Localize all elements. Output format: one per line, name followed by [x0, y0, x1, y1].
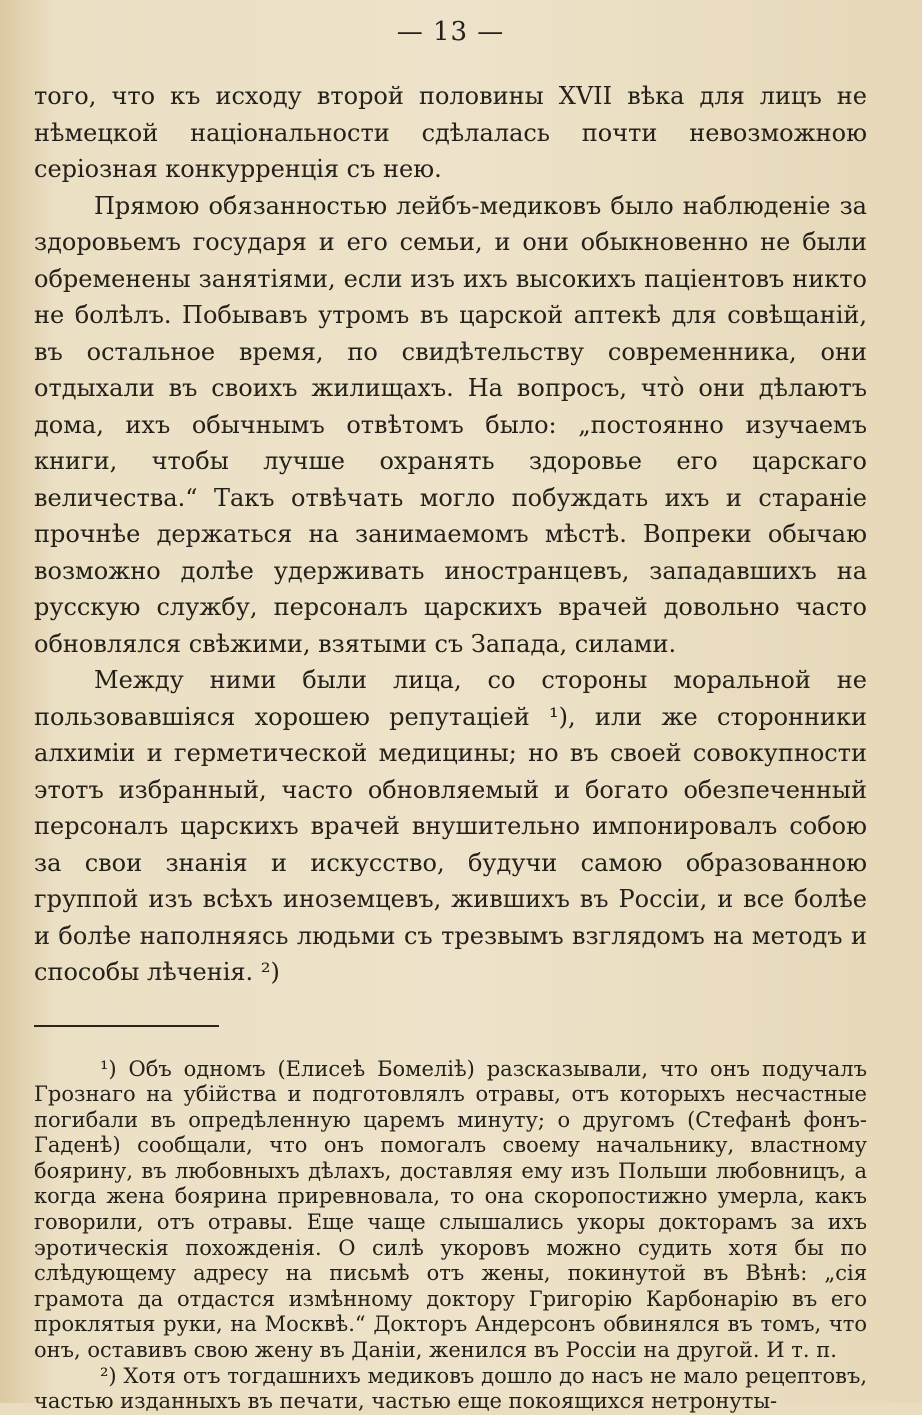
- footnote-divider: [34, 1025, 219, 1027]
- footnotes: [34, 1057, 867, 1415]
- paragraph-continuation: того, что къ исходу второй половины XVII вѣка для лицъ не нѣмецкой національности сдѣлалась почти невозможною серіозная конкурренція съ нею.: [34, 82, 867, 183]
- main-text: [34, 78, 867, 991]
- paragraph-leib-medics-duties: Прямою обязанностью лейбъ-медиковъ было наблюденіе за здоровьемъ государя и его семьи, и они обыкновенно не были обременены занятіями, если изъ ихъ высокихъ паціентовъ никто не болѣлъ. Побывавъ утромъ въ царской аптекѣ для совѣщаній, въ остальное время, по свидѣтельству современника, они отдыхали въ своихъ жилищахъ. На вопросъ, что̀ они дѣлаютъ дома, ихъ обычнымъ отвѣтомъ было: „постоянно изучаемъ книги, чтобы лучше охранять здоровье его царскаго величества.“ Такъ отвѣчать могло побуждать ихъ и стараніе прочнѣе держаться на занимаемомъ мѣстѣ. Вопреки обычаю возможно долѣе удерживать иностранцевъ, западавшихъ на русскую службу, персоналъ царскихъ врачей довольно часто обновлялся свѣжими, взятыми съ Запада, силами.: [34, 191, 867, 658]
- footnote-2: ²) Хотя отъ тогдашнихъ медиковъ дошло до насъ не мало рецептовъ, частью изданныхъ въ печати, частью еще покоящихся нетронуты-: [34, 1363, 867, 1414]
- paragraph-physicians-reputation: Между ними были лица, со стороны моральной не пользовавшіяся хорошею репутаціей ¹), или же сторонники алхиміи и герметической медицины; но въ своей совокупности этотъ избранный, часто обновляемый и богато обезпеченный персоналъ царскихъ врачей внушительно импонировалъ собою за свои знанія и искусство, будучи самою образованною группой изъ всѣхъ иноземцевъ, жившихъ въ Россіи, и все болѣе и болѣе наполняясь людьми съ трезвымъ взглядомъ на методъ и способы лѣченія. ²): [34, 666, 867, 986]
- page-number: — 13 —: [396, 17, 505, 47]
- footnote-1: ¹) Объ одномъ (Елисеѣ Бомеліѣ) разсказывали, что онъ подучалъ Грознаго на убійства и подготовлялъ отравы, отъ которыхъ несчастные погибали въ опредѣленную царемъ минуту; о другомъ (Стефанѣ фонъ-Гаденѣ) сообщали, что онъ помогалъ своему начальнику, властному боярину, въ любовныхъ дѣлахъ, доставляя ему изъ Польши любовницъ, а когда жена боярина приревновала, то она скоропостижно умерла, какъ говорили, отъ отравы. Еще чаще слышались укоры докторамъ за ихъ эротическія похожденія. О силѣ укоровъ можно судить хотя бы по слѣдующему адресу на письмѣ отъ жены, покинутой въ Вѣнѣ: „сія грамота да отдастся измѣнному доктору Григорію Карбонарію въ его проклятыя руки, на Москвѣ.“ Докторъ Андерсонъ обвинялся въ томъ, что онъ, оставивъ свою жену въ Даніи, женился въ Россіи на другой. И т. п.: [34, 1056, 867, 1363]
